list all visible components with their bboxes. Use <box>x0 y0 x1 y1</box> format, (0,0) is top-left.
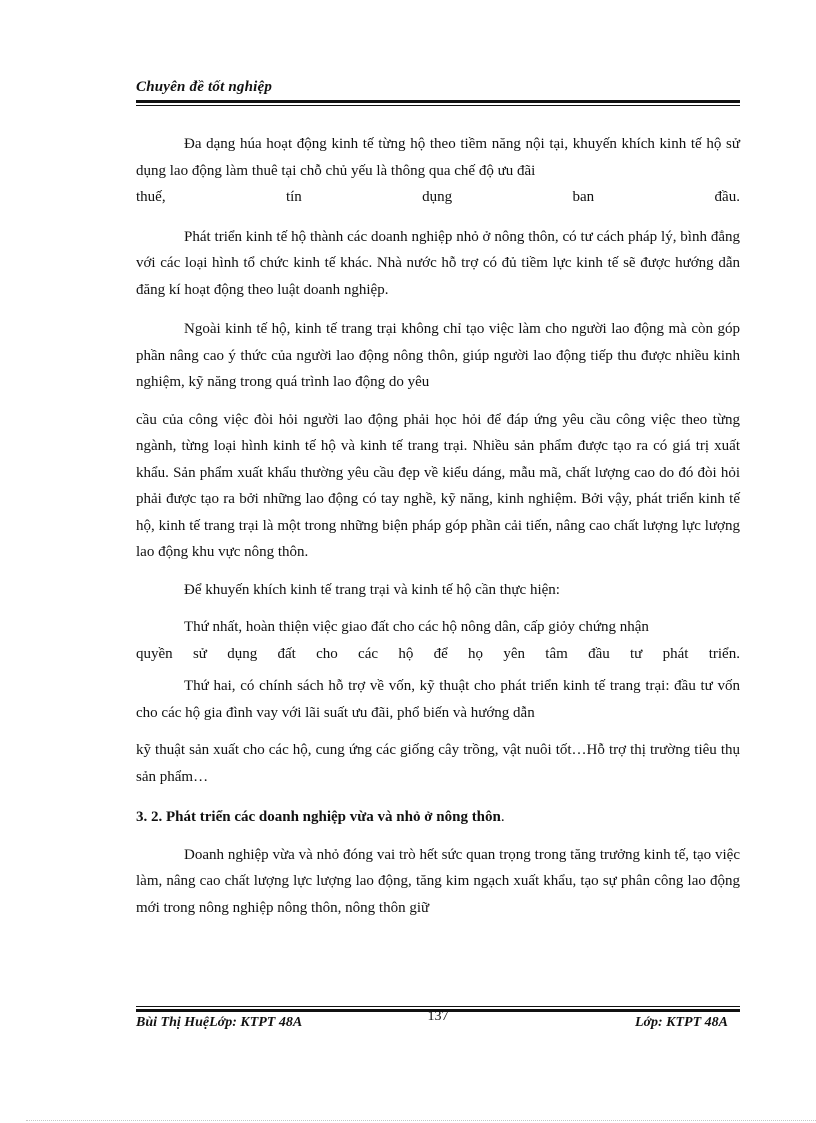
section-heading-period: . <box>500 809 505 825</box>
word: hộ <box>398 645 414 662</box>
page-header <box>136 76 740 106</box>
word: dụng <box>227 645 258 662</box>
word: họ <box>468 645 484 662</box>
section-heading-text: 3. 2. Phát triển các doanh nghiệp vừa và nhỏ ở nông thôn <box>136 809 501 825</box>
document-body <box>136 131 740 921</box>
word: đầu. <box>714 189 740 205</box>
word: đầu <box>588 645 610 662</box>
word: tư <box>630 645 643 662</box>
word: quyền <box>136 645 173 662</box>
page-number: 137 <box>427 1009 449 1024</box>
paragraph-5-last-line <box>136 641 740 668</box>
word: cho <box>316 645 338 662</box>
header-title: Chuyên đề tốt nghiệp <box>136 79 273 95</box>
footer-class: Lớp: KTPT 48A <box>634 1015 728 1030</box>
paragraph-2: Phát triển kinh tế hộ thành các doanh nghiệp nhỏ ở nông thôn, có tư cách pháp lý, bình đẳng với các loại hình tổ chức kinh tế khác. Nhà nước hỗ trợ có đủ tiềm lực kinh tế sẽ được hướng dẫn đăng kí hoạt động theo luật doanh nghiệp. <box>136 228 740 298</box>
word: tâm <box>545 645 568 662</box>
word: ban <box>572 189 595 205</box>
paragraph-4: Để khuyến khích kinh tế trang trại và kinh tế hộ cần thực hiện: <box>184 581 560 598</box>
footer-row <box>136 1009 740 1033</box>
word: tín <box>285 189 302 205</box>
paragraph-7: Doanh nghiệp vừa và nhỏ đóng vai trò hết sức quan trọng trong tăng trưởng kinh tế, tạo việc làm, nâng cao chất lượng lực lượng lao động, tăng kim ngạch xuất khẩu, tạo sự phân công lao động mới trong nông nghiệp nông thôn, nông thôn giữ <box>136 846 740 916</box>
paragraph-3b: cầu của công việc đòi hỏi người lao động phải học hỏi để đáp ứng yêu cầu công việc theo từng ngành, từng loại hình kinh tế hộ và kinh tế trang trại. Nhiều sản phẩm được tạo ra có giá trị xuất khẩu. Sản phẩm xuất khẩu thường yêu cầu đẹp về kiểu dáng, mẫu mã, chất lượng cao do đó đòi hỏi phải được tạo ra bởi những lao động có tay nghề, kỹ năng, kinh nghiệm. Bởi vậy, phát triển kinh tế hộ, kinh tế trang trại là một trong những biện pháp góp phần cải tiến, nâng cao chất lượng lực lượng lao động khu vực nông thôn. <box>136 411 740 560</box>
header-rule-thin <box>136 105 740 106</box>
paragraph-1 <box>136 131 740 184</box>
word: triển. <box>708 645 740 662</box>
word: phát <box>662 645 689 662</box>
section-heading <box>136 804 740 831</box>
word: thuế, <box>136 189 166 205</box>
paragraph-1-last-line <box>136 184 740 211</box>
paragraph-6b: kỹ thuật sản xuất cho các hộ, cung ứng các giống cây trồng, vật nuôi tốt…Hỗ trợ thị trường tiêu thụ sản phẩm… <box>136 742 740 785</box>
word: yên <box>503 645 525 662</box>
word: dụng <box>422 189 453 205</box>
paragraph-6a: Thứ hai, có chính sách hỗ trợ về vốn, kỹ thuật cho phát triển kinh tế trang trại: đầu tư vốn cho các hộ gia đình vay với lãi suất ưu đãi, phổ biến và hướng dẫn <box>136 678 740 721</box>
header-rule-thick <box>136 100 740 103</box>
page-bottom-edge <box>26 1120 816 1121</box>
word: các <box>358 645 379 662</box>
page-footer <box>136 1006 740 1033</box>
word: đất <box>277 645 296 662</box>
paragraph-1-text: Đa dạng húa hoạt động kinh tế từng hộ theo tiềm năng nội tại, khuyến khích kinh tế hộ sử dụng lao động làm thuê tại chỗ chủ yếu là thông qua chế độ ưu đãi <box>136 136 740 179</box>
word: để <box>433 645 448 662</box>
paragraph-5: Thứ nhất, hoàn thiện việc giao đất cho các hộ nông dân, cấp giỏy chứng nhận <box>184 619 649 635</box>
footer-author-class: Bùi Thị HuệLớp: KTPT 48A <box>136 1015 303 1030</box>
word: sử <box>192 645 207 662</box>
paragraph-3a: Ngoài kinh tế hộ, kinh tế trang trại không chỉ tạo việc làm cho người lao động mà còn góp phần nâng cao ý thức của người lao động nông thôn, giúp người lao động tiếp thu được nhiều kinh nghiệm, kỹ năng trong quá trình lao động do yêu <box>136 321 740 390</box>
